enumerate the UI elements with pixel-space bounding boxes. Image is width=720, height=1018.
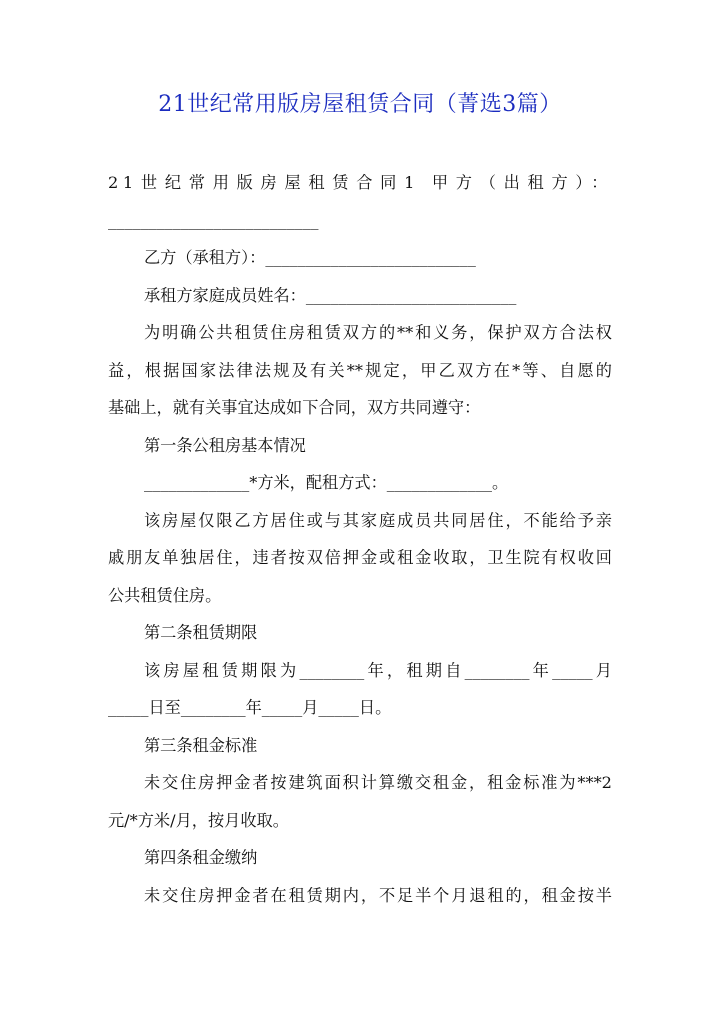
paragraph-line: 公共租赁住房。 <box>108 585 222 605</box>
paragraph-line: _____日至________年_____月_____日。 <box>108 698 392 717</box>
paragraph-line: 21世纪常用版房屋租赁合同1 甲方（出租方）： <box>108 173 612 192</box>
paragraph-line: 承租方家庭成员姓名：__________________________ <box>144 285 517 305</box>
paragraph-line: 该房屋仅限乙方居住或与其家庭成员共同居住，不能给予亲 <box>144 510 612 530</box>
paragraph-line: _____________*方米，配租方式：_____________。 <box>144 473 509 492</box>
section-heading: 第三条租金标准 <box>144 735 258 755</box>
paragraph-line: __________________________ <box>108 210 319 230</box>
document-title: 21世纪常用版房屋租赁合同（菁选3篇） <box>158 92 562 117</box>
paragraph-line: 为明确公共租赁住房租赁双方的**和义务，保护双方合法权 <box>144 323 612 342</box>
paragraph-line: 戚朋友单独居住，违者按双倍押金或租金收取，卫生院有权收回 <box>108 548 612 567</box>
paragraph-line: 益，根据国家法律法规及有关**规定，甲乙双方在*等、自愿的 <box>108 360 612 380</box>
paragraph-line: 元/*方米/月，按月收取。 <box>108 810 289 830</box>
paragraph-line: 未交住房押金者按建筑面积计算缴交租金，租金标准为***2 <box>144 773 612 792</box>
paragraph-line: 该房屋租赁期限为________年，租期自________年_____月 <box>144 660 612 680</box>
section-heading: 第二条租赁期限 <box>144 623 258 642</box>
document-body <box>108 164 612 914</box>
paragraph-line: 未交住房押金者在租赁期内，不足半个月退租的，租金按半 <box>144 885 612 905</box>
paragraph-line: 基础上，就有关事宜达成如下合同，双方共同遵守： <box>108 398 481 417</box>
paragraph-line: 乙方（承租方）：__________________________ <box>144 248 476 267</box>
section-heading: 第四条租金缴纳 <box>144 848 258 867</box>
section-heading: 第一条公租房基本情况 <box>144 435 306 455</box>
